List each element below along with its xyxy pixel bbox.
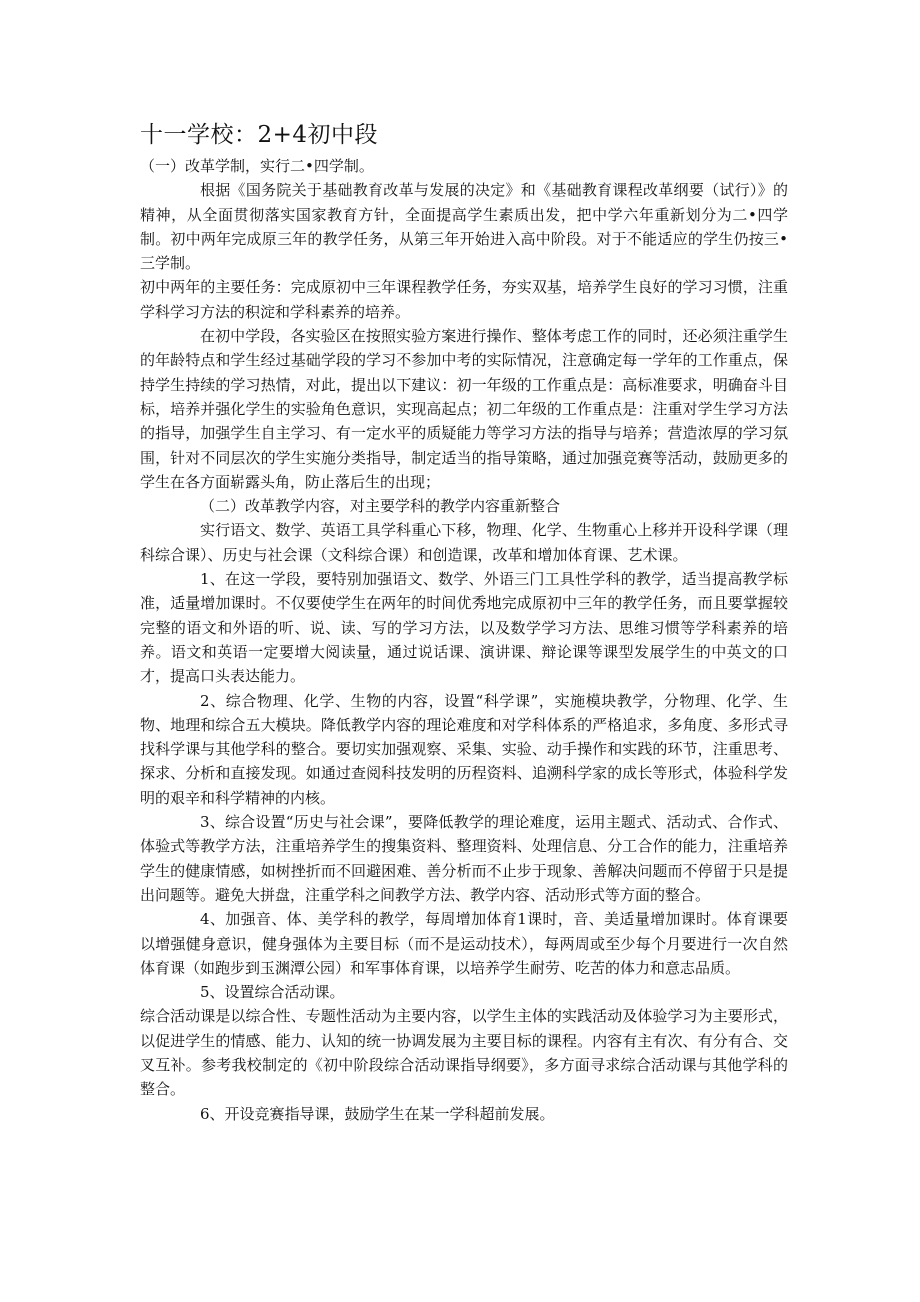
paragraph-1: 根据《国务院关于基础教育改革与发展的决定》和《基础教育课程改革纲要（试行）》的精神，从全面贯彻落实国家教育方针，全面提高学生素质出发，把中学六年重新划分为二•四学制。初中两年完成原三年的教学任务，从第三年开始进入高中阶段。对于不能适应的学生仍按三•三学制。: [140, 181, 788, 273]
paragraph-7: 3、综合设置“历史与社会课”，要降低教学的理论难度，运用主题式、活动式、合作式、体验式等教学方法，注重培养学生的搜集资料、整理资料、处理信息、分工合作的能力，注重培养学生的健康情感，如树挫折而不回避困难、善分析而不止步于现象、善解决问题而不停留于只是提出问题等。避免大拼盘，注重学科之间教学方法、教学内容、活动形式等方面的整合。: [140, 813, 788, 904]
paragraph-4: 实行语文、数学、英语工具学科重心下移，物理、化学、生物重心上移并开设科学课（理科综合课）、历史与社会课（文科综合课）和创造课，改革和增加体育课、艺术课。: [140, 521, 788, 564]
document-page: [140, 118, 788, 1126]
paragraph-9: 5、设置综合活动课。: [200, 983, 345, 1002]
paragraph-2: 初中两年的主要任务：完成原初中三年课程教学任务，夯实双基，培养学生良好的学习习惯，注重学科学习方法的积淀和学科素养的培养。: [140, 278, 788, 321]
section-heading-1: （一）改革学制，实行二•四学制。: [140, 157, 374, 175]
paragraph-3: 在初中学段，各实验区在按照实验方案进行操作、整体考虑工作的同时，还必须注重学生的年龄特点和学生经过基础学段的学习不参加中考的实际情况，注意确定每一学年的工作重点，保持学生持续的学习热情，对此，提出以下建议：初一年级的工作重点是：高标准要求，明确奋斗目标，培养并强化学生的实验角色意识，实现高起点；初二年级的工作重点是：注重对学生学习方法的指导，加强学生自主学习、有一定水平的质疑能力等学习方法的指导与培养；营造浓厚的学习氛围，针对不同层次的学生实施分类指导，制定适当的指导策略，通过加强竞赛等活动，鼓励更多的学生在各方面崭露头角，防止落后生的出现；: [140, 327, 788, 491]
paragraph-10: 综合活动课是以综合性、专题性活动为主要内容，以学生主体的实践活动及体验学习为主要形式，以促进学生的情感、能力、认知的统一协调发展为主要目标的课程。内容有主有次、有分有合、交叉互补。参考我校制定的《初中阶段综合活动课指导纲要》，多方面寻求综合活动课与其他学科的整合。: [140, 1007, 788, 1099]
paragraph-6: 2、综合物理、化学、生物的内容，设置“科学课”，实施模块教学，分物理、化学、生物、地理和综合五大模块。降低教学内容的理论难度和对学科体系的严格追求，多角度、多形式寻找科学课与其他学科的整合。要切实加强观察、采集、实验、动手操作和实践的环节，注重思考、探求、分析和直接发现。如通过查阅科技发明的历程资料、追溯科学家的成长等形式，体验科学发明的艰辛和科学精神的内核。: [140, 691, 788, 807]
paragraph-11: 6、开设竞赛指导课，鼓励学生在某一学科超前发展。: [200, 1104, 555, 1123]
section-heading-2: （二）改革教学内容，对主要学科的教学内容重新整合: [200, 497, 561, 516]
page-title: 十一学校：2+4初中段: [140, 122, 379, 148]
paragraph-5: 1、在这一学段，要特别加强语文、数学、外语三门工具性学科的教学，适当提高教学标准，适量增加课时。不仅要使学生在两年的时间优秀地完成原初中三年的教学任务，而且要掌握较完整的语文和外语的听、说、读、写的学习方法，以及数学学习方法、思维习惯等学科素养的培养。语文和英语一定要增大阅读量，通过说话课、演讲课、辩论课等课型发展学生的中英文的口才，提高口头表达能力。: [140, 570, 788, 686]
paragraph-8: 4、加强音、体、美学科的教学，每周增加体育1课时，音、美适量增加课时。体育课要以增强健身意识，健身强体为主要目标（而不是运动技术），每两周或至少每个月要进行一次自然体育课（如跑步到玉渊潭公园）和军事体育课，以培养学生耐劳、吃苦的体力和意志品质。: [140, 910, 788, 977]
